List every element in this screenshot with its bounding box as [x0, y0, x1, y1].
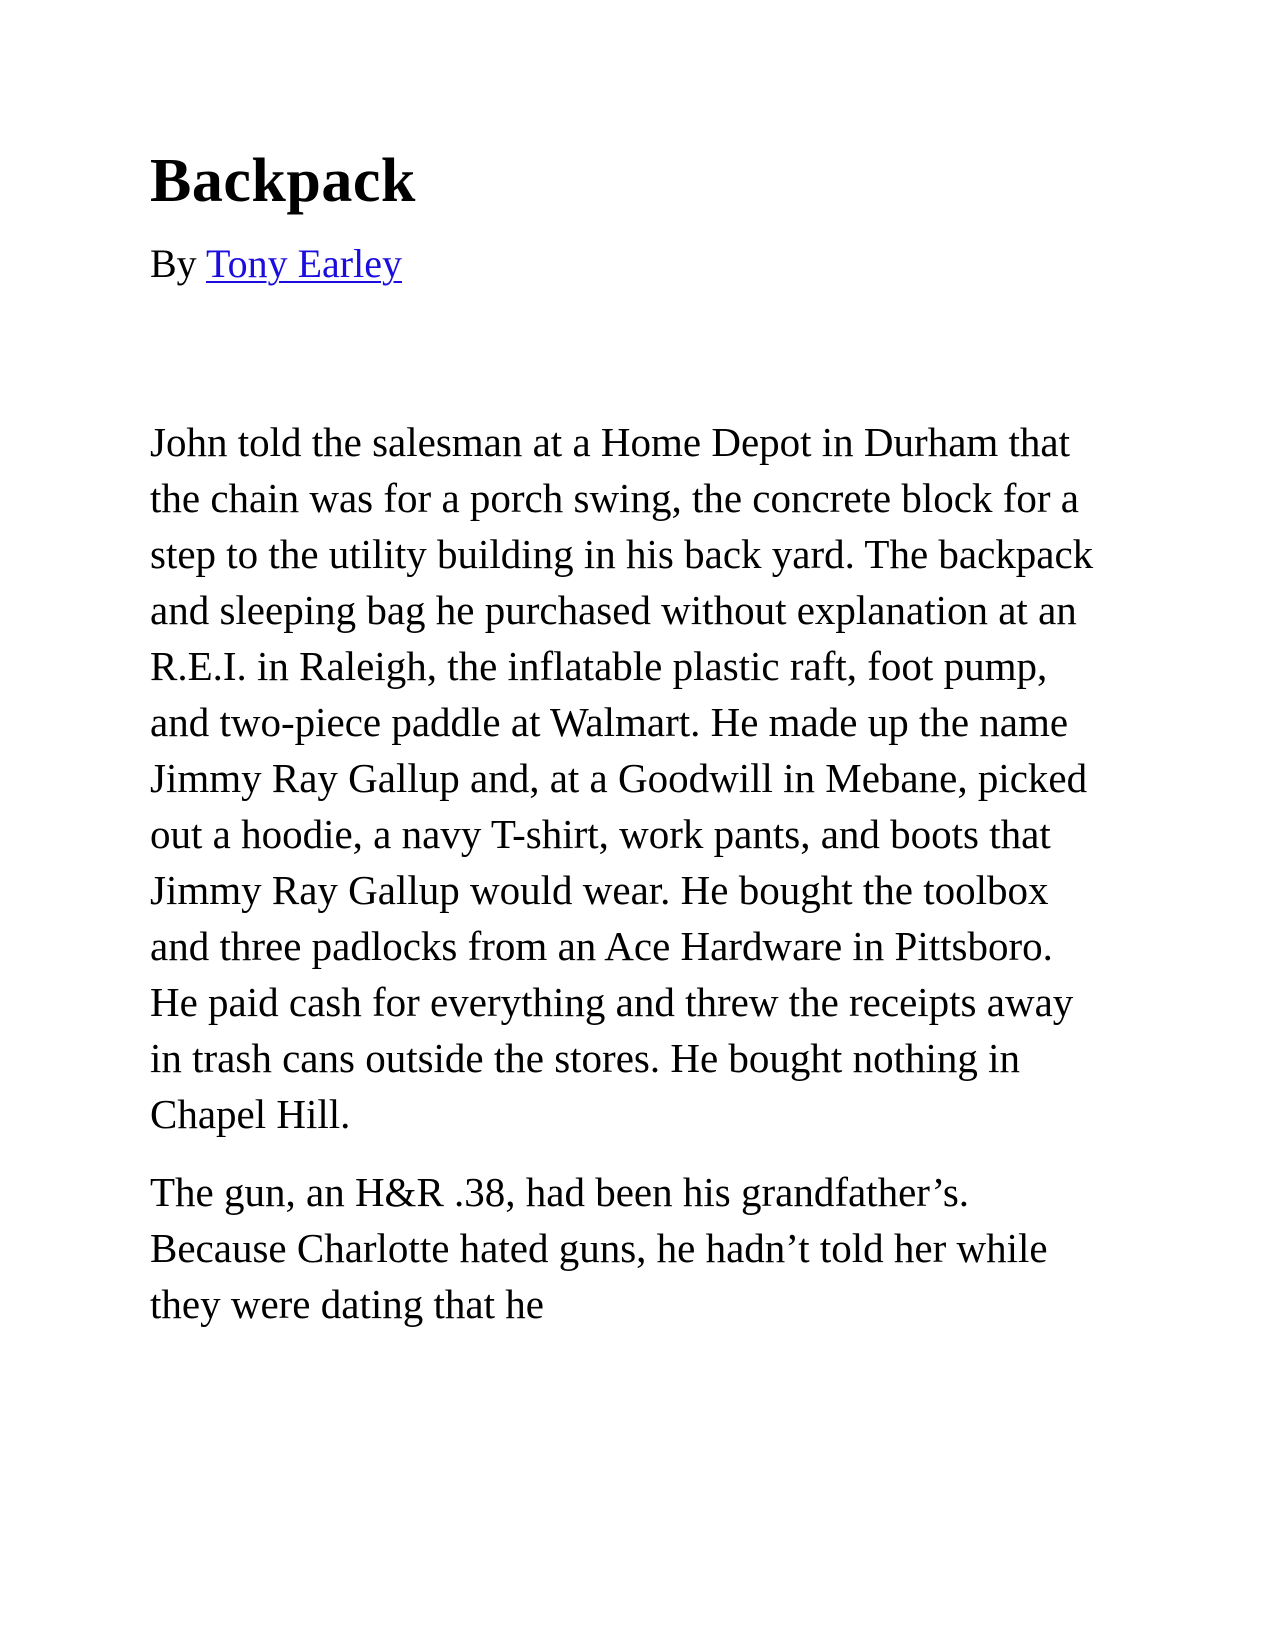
- byline-prefix: By: [150, 241, 197, 286]
- story-title: Backpack: [150, 147, 416, 215]
- document-page: [150, 147, 1110, 1354]
- paragraph-1: John told the salesman at a Home Depot in Durham that the chain was for a porch swing, the concrete block for a step to the utility building in his back yard. The backpack and sleeping bag he purchased without explanation at an R.E.I. in Raleigh, the inflatable plastic raft, foot pump, and two-piece paddle at Walmart. He made up the name Jimmy Ray Gallup and, at a Goodwill in Mebane, picked out a hoodie, a navy T-shirt, work pants, and boots that Jimmy Ray Gallup would wear. He bought the toolbox and three padlocks from an Ace Hardware in Pittsboro. He paid cash for everything and threw the receipts away in trash cans outside the stores. He bought nothing in Chapel Hill.: [150, 419, 1094, 1137]
- byline: [150, 242, 1110, 286]
- paragraph-2: The gun, an H&R .38, had been his grandfather’s. Because Charlotte hated guns, he hadn’t told her while they were dating that he: [150, 1169, 1048, 1327]
- author-link[interactable]: Tony Earley: [205, 241, 402, 286]
- story-body: [150, 414, 1110, 1332]
